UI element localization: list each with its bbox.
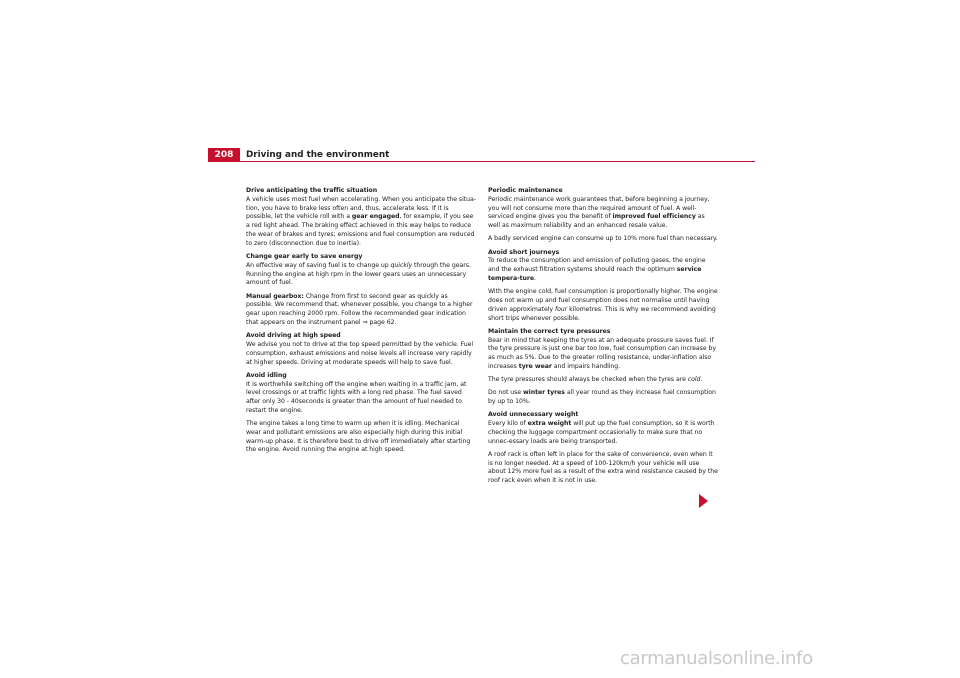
- paragraph: Do not use winter tyres all year round as they increase fuel consumption by up to 10%.: [488, 389, 716, 406]
- section-title: Maintain the correct tyre pressures: [488, 327, 611, 335]
- paragraph: Every kilo of extra weight will put up the fuel consumption, so it is worth checking the luggage compartment occasionally to make sure that no unnec-essary loads are being transported.: [488, 420, 715, 445]
- paragraph: With the engine cold, fuel consumption is proportionally higher. The engine does not warm up and fuel consumption does not normalise until having driven approximately four kilometres. This is why we recommend avoiding short trips whenever possible.: [488, 288, 718, 322]
- section-title: Avoid driving at high speed: [246, 332, 341, 340]
- page-header: [208, 148, 755, 162]
- paragraph: The tyre pressures should always be checked when the tyres are cold.: [488, 376, 703, 384]
- paragraph: The engine takes a long time to warm up when it is idling. Mechanical wear and pollutant emissions are also especially high during this initial warm-up phase. It is therefore best to drive off immediately after starting the engine. Avoid running the engine at high speed.: [246, 420, 471, 454]
- section-title: Avoid idling: [246, 371, 287, 379]
- paragraph: To reduce the consumption and emission of polluting gases, the engine and the exhaust filtration systems should reach the optimum service tempera-ture.: [488, 257, 706, 282]
- paragraph: We advise you not to drive at the top speed permitted by the vehicle. Fuel consumption, exhaust emissions and noise levels all increase very rapidly at higher speeds. Driving at moderate speeds will help to save fuel.: [246, 340, 474, 366]
- chapter-title: Driving and the environment: [246, 150, 390, 160]
- page-link: Change from first to second gear as quickly as possible. We recommend that, whenever possible, you change to a higher gear upon reaching 2000 rpm. Follow the recommended gear indication that appears on the instrument panel ⇒ page 62.: [246, 292, 473, 326]
- paragraph: A roof rack is often left in place for the sake of convenience, even when it is no longer needed. At a speed of 100-120km/h your vehicle will use about 12% more fuel as a result of the extra wind resistance caused by the roof rack even when it is not in use.: [488, 450, 718, 485]
- section-title: Drive anticipating the traffic situation: [246, 187, 378, 194]
- section-title: Change gear early to save energy: [246, 252, 363, 260]
- right-column: [488, 187, 718, 490]
- header-rule: [208, 161, 755, 162]
- section-title: Periodic maintenance: [488, 187, 563, 194]
- paragraph: A badly serviced engine can consume up to 10% more fuel than necessary.: [488, 235, 718, 243]
- section-title: Avoid short journeys: [488, 248, 560, 256]
- section-title: Avoid unnecessary weight: [488, 411, 579, 419]
- paragraph: Periodic maintenance work guarantees that, before beginning a journey, you will not consume more than the required amount of fuel. A well-serviced engine gives you the benefit of improved fuel efficiency as well as maximum reliability and an enhanced resale value.: [488, 195, 710, 230]
- paragraph: An effective way of saving fuel is to change up quickly through the gears. Running the engine at high rpm in the lower gears uses an unnecessary amount of fuel.: [246, 261, 471, 287]
- paragraph: Bear in mind that keeping the tyres at an adequate pressure saves fuel. If the tyre pressure is just one bar too low, fuel consumption can increase by as much as 5%. Due to the greater rolling resistance, under-inflation also increases tyre wear and impairs handling.: [488, 336, 717, 370]
- paragraph: A vehicle uses most fuel when accelerating. When you anticipate the situa-tion, you have to brake less often and, thus, accelerate less. If it is possible, let the vehicle roll with a gear engaged, for example, if you see a red light ahead. The braking effect achieved in this way helps to reduce the wear of brakes and tyres; emissions and fuel consumption are reduced to zero (disconnection due to inertia).: [246, 195, 476, 247]
- paragraph: Manual gearbox: Change from first to second gear as quickly as possible. We recommend that, whenever possible, you change to a higher gear upon reaching 2000 rpm. Follow the recommended gear indication that appears on the instrument panel ⇒ page 62.: [246, 292, 473, 326]
- left-column: [246, 187, 476, 460]
- continue-arrow-icon: [699, 494, 708, 508]
- page-number: 208: [208, 148, 240, 162]
- paragraph: It is worthwhile switching off the engine when waiting in a traffic jam, at level crossings or at traffic lights with a long red phase. The fuel saved after only 30 - 40seconds is greater than the amount of fuel needed to restart the engine.: [246, 380, 467, 414]
- watermark: carmanualsonline.info: [620, 648, 813, 669]
